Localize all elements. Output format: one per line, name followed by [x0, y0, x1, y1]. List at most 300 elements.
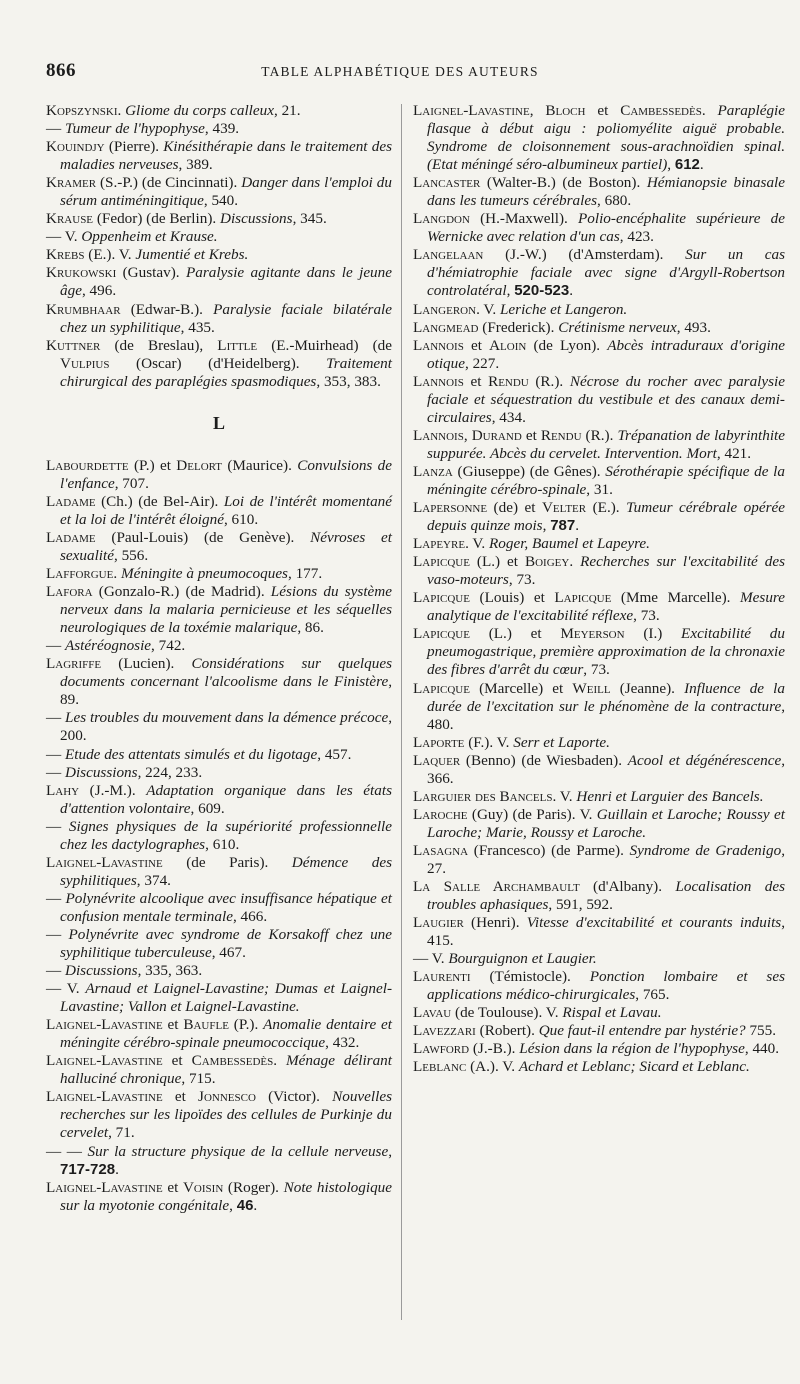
- entry-text: , 71.: [108, 1124, 135, 1142]
- entry-text: ,: [542, 517, 551, 535]
- work-title: Paraplégie flasque à début aigu : poliomyélite aiguë probable. Syndrome de cloisonnement sous-arachnoïdien spinal. (Etat méningé séro-albumineux partiel): [427, 102, 785, 174]
- author-name: Rendu: [540, 426, 582, 444]
- work-title: Trépanation de labyrinthite suppurée. Abcès du cervelet. Intervention. Mort: [427, 426, 785, 462]
- index-entry: [46, 301, 392, 337]
- author-name: Laignel-Lavastine: [46, 1088, 163, 1106]
- entry-text: (J.-B.).: [469, 1040, 520, 1058]
- index-entry: [46, 746, 392, 764]
- author-name: Rendu: [488, 372, 529, 390]
- entry-text: (Mme Marcelle).: [611, 589, 741, 607]
- entry-text: , 73.: [633, 607, 660, 625]
- index-entry: [46, 980, 392, 1016]
- work-title: Les troubles du mouvement dans la démence précoce: [65, 709, 389, 727]
- work-title: Sérothérapie spécifique de la méningite cérébro-spinale: [427, 462, 785, 498]
- work-title: Tumeur cérébrale opérée depuis quinze mois: [427, 499, 785, 535]
- index-entry: [46, 246, 392, 264]
- entry-text: ,: [667, 156, 675, 174]
- index-entry: [46, 1088, 392, 1142]
- entry-text: —: [46, 637, 65, 655]
- index-entry: [413, 427, 785, 463]
- index-entry: [46, 264, 392, 300]
- author-name: Laurenti: [413, 968, 471, 986]
- author-list-k: [46, 102, 392, 391]
- right-column: [413, 102, 785, 1077]
- author-name: Little: [217, 336, 258, 354]
- entry-text: —: [46, 745, 65, 763]
- work-title: Loi de l'intérêt momentané et la loi de l'intérêt éloigné: [60, 492, 392, 528]
- author-name: Langeron: [413, 300, 477, 318]
- author-name: Laquer: [413, 751, 461, 769]
- entry-text: (Pierre).: [104, 138, 164, 156]
- entry-text: .: [699, 156, 704, 174]
- entry-text: (Paul-Louis) (de Genève).: [95, 528, 311, 546]
- entry-text: (L.) et: [469, 553, 525, 571]
- author-name: Lafora: [46, 583, 93, 601]
- index-entry: [413, 553, 785, 589]
- entry-text: , 457.: [317, 745, 352, 763]
- entry-text: (Jeanne).: [610, 679, 685, 697]
- index-entry: [413, 752, 785, 788]
- work-title: Ménage délirant halluciné chronique: [60, 1052, 392, 1088]
- author-name: Kopszynski: [46, 102, 118, 119]
- entry-text: et: [463, 336, 490, 354]
- entry-text: (S.-P.) (de Cincinnati).: [96, 174, 242, 192]
- entry-text: (Guy) (de Paris). V.: [467, 805, 597, 823]
- entry-text: , 421.: [716, 444, 752, 462]
- work-title: Lésion dans la région de l'hypophyse: [519, 1040, 745, 1058]
- index-entry: [46, 1016, 392, 1052]
- work-title: Traitement chirurgical des paraplégies spasmodiques: [60, 354, 392, 390]
- author-name: Weill: [572, 679, 611, 697]
- entry-text: (J.-W.) (d'Amsterdam).: [483, 246, 686, 264]
- entry-text: (Benno) (de Wiesbaden).: [460, 751, 628, 769]
- index-entry: [413, 806, 785, 842]
- entry-text: , 89.: [60, 673, 392, 709]
- entry-text: (E.). V.: [84, 246, 136, 264]
- author-name: Voisin: [182, 1178, 224, 1196]
- page-reference: 46: [236, 1196, 254, 1214]
- index-entry: [413, 589, 785, 625]
- index-entry: [46, 709, 392, 745]
- entry-text: , 493.: [676, 318, 711, 336]
- work-title: Recherches sur l'excitabilité des vaso-moteurs: [427, 553, 786, 589]
- entry-text: .: [575, 517, 580, 535]
- entry-text: (Oscar) (d'Heidelberg).: [109, 354, 327, 372]
- entry-text: .: [273, 1052, 287, 1070]
- author-list-l: [46, 457, 392, 1215]
- author-name: Laugier: [413, 914, 464, 932]
- index-entry: [413, 950, 785, 968]
- running-title: TABLE ALPHABÉTIQUE DES AUTEURS: [261, 64, 539, 79]
- entry-text: (E.-Muirhead) (de: [257, 336, 393, 354]
- author-name: Baufle: [183, 1016, 229, 1034]
- entry-text: , 715.: [181, 1070, 216, 1088]
- author-name: Krukowski: [46, 264, 117, 282]
- entry-text: , 366.: [427, 751, 785, 787]
- work-title: Tumeur de l'hypophyse: [64, 120, 205, 138]
- author-name: Lannois: [413, 372, 464, 390]
- work-title: Serr et Laporte.: [513, 733, 610, 751]
- entry-text: (P.) et: [128, 456, 177, 474]
- work-title: Achard et Leblanc; Sicard et Leblanc.: [518, 1058, 750, 1076]
- entry-text: (Témistocle).: [470, 968, 590, 986]
- work-title: Bourguignon et Laugier.: [448, 950, 597, 968]
- work-title: Anomalie dentaire et méningite cérébro-spinale pneumococcique: [60, 1016, 392, 1052]
- index-entry: [46, 565, 392, 583]
- author-name: Labourdette: [46, 456, 129, 474]
- entry-text: . V.: [476, 300, 500, 318]
- author-name: Laignel-Lavastine: [46, 1178, 163, 1196]
- entry-text: (Gonzalo-R.) (de Madrid).: [92, 583, 271, 601]
- author-name: Vulpius: [60, 354, 110, 372]
- work-title: Vitesse d'excitabilité et courants induits: [526, 914, 782, 932]
- index-entry: [46, 962, 392, 980]
- index-entry: [46, 120, 392, 138]
- author-name: Langelaan: [413, 246, 484, 264]
- index-entry: [46, 583, 392, 637]
- entry-text: (de Toulouse). V.: [451, 1004, 563, 1022]
- work-title: Adaptation organique dans les états d'attention volontaire: [60, 781, 392, 817]
- work-title: Méningite à pneumocoques: [120, 565, 288, 583]
- entry-text: , 556.: [113, 546, 149, 564]
- entry-text: .: [569, 282, 574, 300]
- author-name: Jonnesco: [198, 1088, 256, 1106]
- entry-text: ,: [529, 102, 546, 119]
- author-name: Cambessedès: [191, 1052, 274, 1070]
- entry-text: , 439.: [204, 120, 240, 138]
- entry-text: et: [162, 1052, 192, 1070]
- work-title: Abcès intraduraux d'origine otique: [427, 336, 786, 372]
- entry-text: —: [46, 709, 66, 727]
- entry-text: et: [162, 1178, 183, 1196]
- entry-text: . V.: [552, 787, 577, 805]
- entry-text: , 707.: [114, 474, 149, 492]
- work-title: Astéréognosie: [64, 637, 152, 655]
- index-entry: [413, 878, 785, 914]
- author-name: Lasagna: [413, 841, 469, 859]
- work-title: Discussions: [64, 763, 138, 781]
- author-name: Lavau: [413, 1004, 452, 1022]
- entry-text: ,: [506, 282, 515, 300]
- work-title: Crétinisme nerveux: [558, 318, 677, 336]
- entry-text: (Marcelle) et: [469, 679, 573, 697]
- entry-text: , 610.: [223, 510, 259, 528]
- index-entry: [413, 625, 785, 679]
- author-list-l-continued: [413, 102, 785, 1077]
- entry-text: —: [46, 763, 65, 781]
- entry-text: —: [46, 925, 69, 943]
- index-entry: [46, 174, 392, 210]
- author-name: Lapicque: [554, 589, 612, 607]
- author-name: Aloin: [489, 336, 527, 354]
- work-title: Discussions: [64, 962, 138, 980]
- page-reference: 612: [674, 156, 700, 174]
- page-reference: 787: [550, 517, 576, 535]
- entry-text: (Robert).: [475, 1022, 539, 1040]
- work-title: Acool et dégénérescence: [627, 751, 782, 769]
- entry-text: .: [115, 1160, 119, 1178]
- entry-text: 755.: [745, 1022, 777, 1040]
- work-title: Ponction lombaire et ses applications médico-chirurgicales: [427, 968, 785, 1004]
- entry-text: , 423.: [619, 228, 654, 246]
- entry-text: et: [463, 372, 489, 390]
- entry-text: , 432.: [325, 1034, 360, 1052]
- author-name: Meyerson: [560, 625, 625, 643]
- entry-text: — V.: [46, 228, 82, 246]
- entry-text: . V.: [465, 535, 489, 553]
- entry-text: (F.). V.: [464, 733, 514, 751]
- entry-text: ,: [463, 426, 472, 444]
- entry-text: , 742.: [151, 637, 186, 655]
- work-title: Note histologique sur la myotonie congénitale: [60, 1178, 393, 1214]
- index-entry: [413, 914, 785, 950]
- work-title: Nouvelles recherches sur les lipoïdes des cellules de Purkinje du cervelet: [60, 1088, 392, 1142]
- entry-text: .: [701, 102, 718, 119]
- entry-text: , 765.: [635, 986, 670, 1004]
- work-title: Rispal et Lavau.: [562, 1004, 662, 1022]
- work-title: Jumentié et Krebs.: [135, 246, 249, 264]
- entry-text: , 610.: [205, 835, 240, 853]
- work-title: Considérations sur quelques documents concernant l'alcoolisme dans le Finistère: [60, 655, 392, 691]
- author-name: Boigey: [524, 553, 570, 571]
- work-title: Paralysie faciale bilatérale chez un syphilitique: [60, 300, 392, 336]
- entry-text: , 540.: [203, 192, 239, 210]
- author-name: Larguier des Bancels: [413, 787, 553, 805]
- entry-text: (Edwar-B.).: [120, 300, 214, 318]
- entry-text: (Giuseppe) (de Gênes).: [452, 462, 606, 480]
- entry-text: , 440.: [744, 1040, 780, 1058]
- author-name: Ladame: [46, 492, 96, 510]
- index-entry: [46, 818, 392, 854]
- author-name: Lanza: [413, 462, 453, 480]
- entry-text: (d'Albany).: [579, 878, 676, 896]
- author-name: Laignel-Lavastine: [46, 1052, 163, 1070]
- entry-text: (Gustav).: [116, 264, 186, 282]
- entry-text: (H.-Maxwell).: [469, 210, 578, 228]
- author-name: Lapicque: [413, 553, 470, 571]
- entry-text: (I.): [624, 625, 682, 643]
- author-name: Durand: [471, 426, 522, 444]
- index-entry: [413, 680, 785, 734]
- entry-text: , 73.: [508, 571, 536, 589]
- author-name: Laignel-Lavastine: [46, 1016, 163, 1034]
- entry-text: (E.).: [586, 499, 627, 517]
- entry-text: , 435.: [180, 318, 215, 336]
- work-title: Polynévrite alcoolique avec insuffisance hépatique et confusion mentale terminale: [60, 889, 392, 925]
- author-name: Krebs: [46, 246, 85, 264]
- entry-text: , 21.: [273, 102, 301, 119]
- entry-text: (R.).: [528, 372, 570, 390]
- entry-text: , 480.: [427, 697, 785, 733]
- index-entry: [46, 1179, 392, 1215]
- index-entry: [413, 301, 785, 319]
- entry-text: — —: [46, 1142, 88, 1160]
- work-title: Influence de la durée de l'excitation sur le phénomène de la contracture: [427, 679, 785, 715]
- entry-text: (Ch.) (de Bel-Air).: [95, 492, 224, 510]
- entry-text: (Lucien).: [101, 655, 192, 673]
- entry-text: —: [46, 889, 66, 907]
- work-title: Nécrose du rocher avec paralysie faciale et séquestration du vestibule et des canaux demi-circulaires: [427, 372, 785, 426]
- work-title: Sur la structure physique de la cellule nerveuse: [87, 1142, 389, 1160]
- entry-text: , 27.: [427, 841, 785, 877]
- entry-text: , 177.: [287, 565, 323, 583]
- index-entry: [46, 337, 392, 391]
- author-name: Lavezzari: [413, 1022, 476, 1040]
- work-title: Polio-encéphalite supérieure de Wernicke avec relation d'un cas: [427, 210, 785, 246]
- work-title: Roger, Baumel et Lapeyre.: [488, 535, 650, 553]
- work-title: Discussions: [219, 210, 293, 228]
- entry-text: (de Paris).: [162, 853, 292, 871]
- work-title: Oppenheim et Krause.: [81, 228, 218, 246]
- work-title: Danger dans l'emploi du sérum antiméningitique: [60, 174, 392, 210]
- index-entry: [413, 968, 785, 1004]
- entry-text: , 415.: [427, 914, 786, 950]
- index-entry: [413, 842, 785, 878]
- author-name: Lapicque: [413, 589, 470, 607]
- index-entry: [413, 102, 785, 174]
- work-title: Etude des attentats simulés et du ligotage: [64, 745, 318, 763]
- entry-text: , 591, 592.: [548, 896, 613, 914]
- entry-text: —: [46, 120, 65, 138]
- entry-text: (Frederick).: [478, 318, 559, 336]
- entry-text: (Maurice).: [222, 456, 298, 474]
- work-title: Leriche et Langeron.: [499, 300, 628, 318]
- author-name: Leblanc: [413, 1058, 467, 1076]
- work-title: Démence des syphilitiques: [60, 853, 392, 889]
- author-name: Bloch: [545, 102, 586, 119]
- work-title: Polynévrite avec syndrome de Korsakoff chez une syphilitique tuberculeuse: [60, 925, 393, 962]
- author-name: Lannois: [413, 426, 464, 444]
- index-entry: [46, 764, 392, 782]
- author-name: Lapicque: [413, 625, 470, 643]
- entry-text: , 31.: [586, 480, 613, 498]
- entry-text: , 200.: [60, 709, 393, 745]
- entry-text: (Francesco) (de Parme).: [468, 841, 630, 859]
- index-entry: [413, 337, 785, 373]
- index-entry: [46, 782, 392, 818]
- index-entry: [413, 319, 785, 337]
- author-name: Langmead: [413, 318, 479, 336]
- work-title: Guillain et Laroche; Roussy et Laroche; Marie, Roussy et Laroche.: [427, 805, 785, 841]
- work-title: Sur un cas d'hémiatrophie faciale avec signe d'Argyll-Robertson controlatéral: [427, 246, 785, 300]
- work-title: Névroses et sexualité: [60, 528, 392, 564]
- entry-text: , 496.: [81, 282, 117, 300]
- index-entry: [413, 788, 785, 806]
- entry-text: , 335, 363.: [137, 962, 203, 980]
- index-entry: [46, 138, 392, 174]
- index-entry: [46, 890, 392, 926]
- entry-text: , 434.: [491, 408, 526, 426]
- index-entry: [413, 1058, 785, 1076]
- entry-text: —: [46, 962, 65, 980]
- work-title: Paralysie agitante dans le jeune âge: [60, 264, 392, 300]
- index-entry: [46, 854, 392, 890]
- entry-text: , 227.: [464, 354, 500, 372]
- entry-text: (A.). V.: [466, 1058, 519, 1076]
- index-entry: [413, 373, 785, 427]
- entry-text: —: [46, 817, 69, 835]
- entry-text: , 345.: [292, 210, 327, 228]
- work-title: Mesure analytique de l'excitabilité réflexe: [427, 589, 785, 625]
- entry-text: , 353, 383.: [316, 372, 381, 390]
- author-name: Lagriffe: [46, 655, 102, 673]
- entry-text: (de) et: [487, 499, 542, 517]
- author-name: Lahy: [46, 781, 80, 799]
- entry-text: , 86.: [297, 619, 324, 637]
- author-name: Lawford: [413, 1040, 470, 1058]
- author-name: Langdon: [413, 210, 470, 228]
- author-name: Velter: [541, 499, 587, 517]
- work-title: Localisation des troubles aphasiques: [427, 878, 785, 914]
- entry-text: (Louis) et: [469, 589, 555, 607]
- index-entry: [413, 535, 785, 553]
- left-column: [46, 102, 392, 1215]
- index-entry: [413, 210, 785, 246]
- index-entry: [413, 174, 785, 210]
- entry-text: (Henri).: [463, 914, 527, 932]
- entry-text: ,: [229, 1196, 237, 1214]
- index-entry: [413, 1004, 785, 1022]
- index-entry: [413, 1022, 785, 1040]
- entry-text: (R.).: [581, 426, 618, 444]
- work-title: Que faut-il entendre par hystérie?: [538, 1022, 746, 1040]
- author-name: Ladame: [46, 528, 96, 546]
- index-entry: [413, 1040, 785, 1058]
- column-divider: [401, 104, 402, 1320]
- index-entry: [46, 655, 392, 709]
- page-reference: 717-728: [60, 1160, 116, 1178]
- author-name: Laporte: [413, 733, 465, 751]
- entry-text: (P.).: [228, 1016, 264, 1034]
- index-entry: [46, 637, 392, 655]
- entry-text: .: [113, 565, 121, 583]
- work-title: Gliome du corps calleux: [125, 102, 274, 119]
- author-name: La Salle Archambault: [413, 878, 580, 896]
- entry-text: (L.) et: [469, 625, 561, 643]
- entry-text: ,: [388, 1142, 392, 1160]
- work-title: Henri et Larguier des Bancels.: [576, 787, 764, 805]
- entry-text: , 73.: [583, 661, 610, 679]
- index-entry: [46, 926, 392, 962]
- work-title: Hémianopsie binasale dans les tumeurs cérébrales: [427, 174, 785, 210]
- page-reference: 520-523: [514, 282, 570, 300]
- index-entry: [46, 457, 392, 493]
- index-entry: [46, 1052, 392, 1088]
- entry-text: , 680.: [597, 192, 632, 210]
- entry-text: et: [162, 1016, 184, 1034]
- entry-text: (Victor).: [255, 1088, 333, 1106]
- entry-text: et: [521, 426, 541, 444]
- author-name: Kramer: [46, 174, 97, 192]
- work-title: Kinésithérapie dans le traitement des maladies nerveuses: [60, 138, 392, 174]
- author-name: Kouindjy: [46, 138, 105, 156]
- entry-text: et: [162, 1088, 199, 1106]
- entry-text: (Fedor) (de Berlin).: [93, 210, 220, 228]
- work-title: Lésions du système nerveux dans la malaria pernicieuse et les séquelles neurologiques de la toxémie malarique: [60, 583, 392, 637]
- index-entry: [46, 493, 392, 529]
- entry-text: — V.: [413, 950, 449, 968]
- entry-text: .: [117, 102, 126, 119]
- author-name: Krause: [46, 210, 94, 228]
- author-name: Lapersonne: [413, 499, 488, 517]
- entry-text: — V.: [46, 980, 86, 998]
- entry-text: .: [569, 553, 581, 571]
- author-name: Laroche: [413, 805, 468, 823]
- index-entry: [413, 734, 785, 752]
- entry-text: (de Breslau),: [100, 336, 218, 354]
- entry-text: , 466.: [232, 907, 268, 925]
- index-entry: [46, 228, 392, 246]
